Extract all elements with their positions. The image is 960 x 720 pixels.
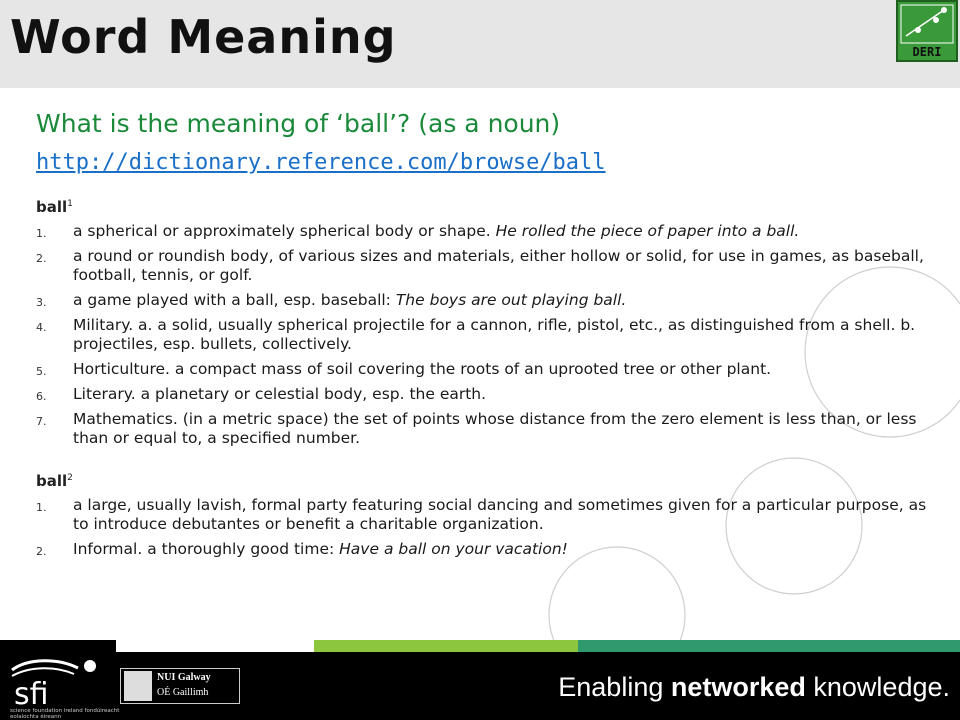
definition-list-2 (36, 496, 936, 559)
definition-number: 7. (36, 415, 47, 428)
definition-number: 6. (36, 390, 47, 403)
nui-name-irish: OÉ Gaillimh (157, 687, 209, 698)
entry-word: ball (36, 472, 68, 490)
definition-text: Horticulture. a compact mass of soil covering the roots of an uprooted tree or other plant. (73, 360, 772, 378)
deri-logo-text: DERI (912, 45, 942, 59)
sfi-caption: science foundation ireland fondúireacht eolaíochta éireann (10, 708, 120, 720)
definition-number: 1. (36, 227, 47, 240)
definition-text: Military. a. a solid, usually spherical projectile for a cannon, rifle, pistol, etc., as distinguished from a shell. b. projectiles, esp. bullets, collectively. (73, 316, 916, 353)
footer-stripe-light-green (314, 640, 578, 652)
definition-number: 2. (36, 252, 47, 265)
definition-text: a large, usually lavish, formal party featuring social dancing and sometimes given for a particular purpose, as to introduce debutantes or benefit a charitable organization. (73, 496, 927, 533)
footer-bar (0, 652, 960, 720)
definition-list-1 (36, 222, 936, 448)
tagline-post: knowledge. (805, 672, 950, 702)
definition-text: a spherical or approximately spherical body or shape. (73, 222, 496, 240)
page-title: Word Meaning (10, 10, 397, 64)
definition-number: 1. (36, 501, 47, 514)
definition-item (36, 496, 936, 534)
definition-text: a game played with a ball, esp. baseball: (73, 291, 396, 309)
definition-item (36, 360, 936, 379)
definition-item (36, 222, 936, 241)
entry-superscript: 2 (67, 473, 73, 483)
entry-heading-2 (36, 472, 936, 490)
definition-example: He rolled the piece of paper into a ball. (495, 222, 800, 240)
definition-text: Mathematics. (in a metric space) the set of points whose distance from the zero element is less than, or less than or equal to, a specified number. (73, 410, 917, 447)
footer-tagline (558, 672, 950, 703)
definition-number: 3. (36, 296, 47, 309)
definition-example: The boys are out playing ball. (395, 291, 627, 309)
definition-text: Informal. a thoroughly good time: (73, 540, 340, 558)
footer-stripe-white (116, 640, 314, 652)
definition-item (36, 385, 936, 404)
entry-superscript: 1 (67, 199, 73, 209)
definition-item (36, 316, 936, 354)
definition-text: Literary. a planetary or celestial body, esp. the earth. (73, 385, 487, 403)
definition-item (36, 410, 936, 448)
definition-item (36, 247, 936, 285)
nui-crest-icon (124, 671, 152, 701)
sfi-logo (8, 656, 108, 708)
slide-content (36, 106, 936, 559)
sfi-logo-text: sfi (14, 677, 49, 708)
tagline-bold: networked (670, 672, 806, 702)
definition-number: 4. (36, 321, 47, 334)
dictionary-link[interactable]: http://dictionary.reference.com/browse/ball (36, 150, 606, 175)
definition-number: 2. (36, 545, 47, 558)
footer-stripe-black (0, 640, 116, 652)
definition-example: Have a ball on your vacation! (339, 540, 568, 558)
entry-word: ball (36, 198, 68, 216)
definition-number: 5. (36, 365, 47, 378)
definition-text: a round or roundish body, of various sizes and materials, either hollow or solid, for use in games, as baseball, football, tennis, or golf. (73, 247, 924, 284)
deri-logo (896, 0, 958, 62)
nui-galway-logo (120, 668, 240, 704)
entry-heading-1 (36, 198, 936, 216)
definition-item (36, 540, 936, 559)
tagline-pre: Enabling (558, 672, 671, 702)
question-heading: What is the meaning of ‘ball’? (as a noun) (36, 109, 561, 138)
definition-item (36, 291, 936, 310)
nui-name: NUI Galway (157, 672, 211, 683)
footer-stripe-dark-green (578, 640, 960, 652)
title-bar (0, 0, 960, 88)
